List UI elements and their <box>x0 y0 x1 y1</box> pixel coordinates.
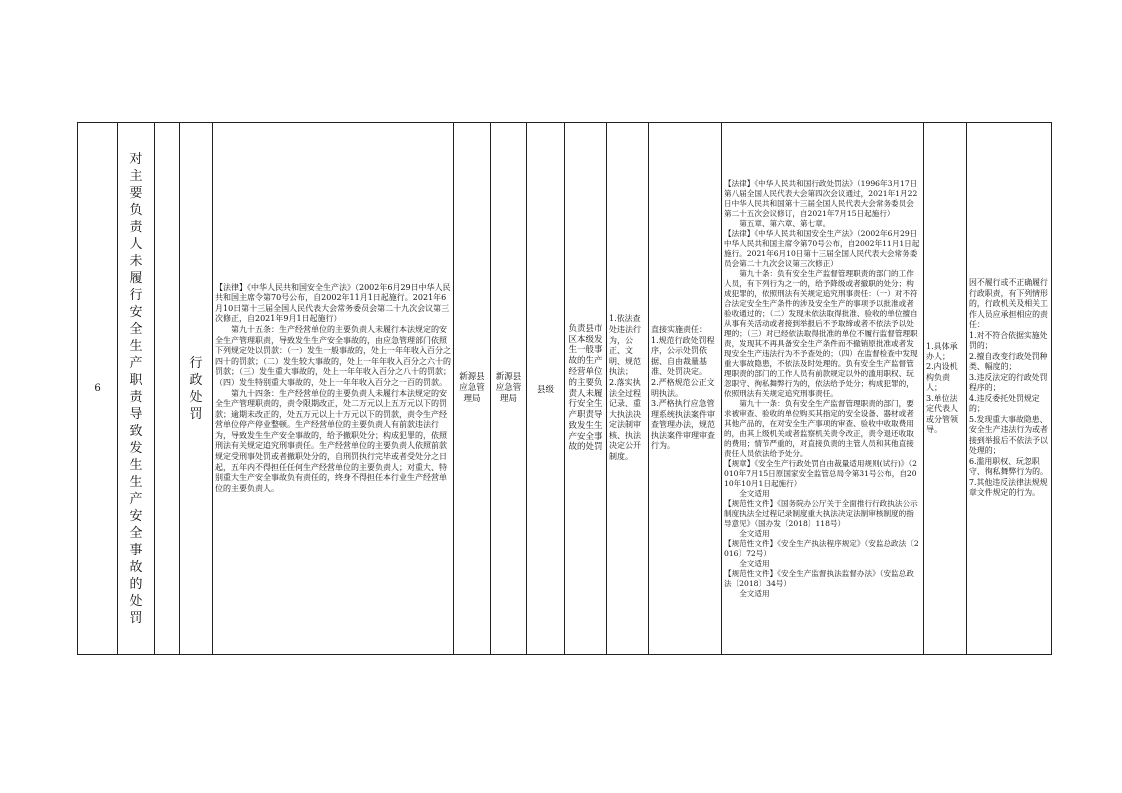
responsible-unit-cell: 新源县应急管理局 <box>491 123 527 655</box>
direct-duty-item: 1.规范行政处罚程序，公示处罚依据、自由裁量基准、处罚决定。 <box>651 335 715 377</box>
category: 行政处罚 <box>189 355 203 422</box>
legal-basis-para: 【法律】《中华人民共和国安全生产法》（2002年6月29日中华人民共和国主席令第70号公布，自2002年11月1日起施行。2021年6月10日第十三届全国人民代表大会常务委员会第二十九次会议第三次修正，自2021年9月1日起施行） <box>215 282 451 324</box>
item-name-cell <box>118 123 155 655</box>
duty-item: 2.落实执法全过程记录、重大执法决定法制审核、执法决定公开制度。 <box>609 377 641 462</box>
item-name: 对主要负责人未履行安全生产职责导致发生生产安全事故的处罚 <box>129 151 143 626</box>
basis-doc: 【法律】《中华人民共和国安全生产法》（2002年6月29日中华人民共和国主席令第70号公布，自2002年11月1日起施行。2021年6月10日第十三届全国人民代表大会常务委员会第二十九次会议第三次修正） <box>724 228 920 268</box>
duty-list-table <box>77 122 1052 655</box>
accountability-item: 2.擅自改变行政处罚种类、幅度的； <box>969 351 1048 372</box>
direct-duty-item: 2.严格规范公正文明执法。 <box>651 377 715 398</box>
basis-doc: 第五章、第六章、第七章。 <box>739 218 831 228</box>
basis-doc: 全文适用 <box>739 488 770 498</box>
basis-doc: 全文适用 <box>739 558 770 568</box>
accountability-item: 1.对不符合依据实施处罚的； <box>969 330 1048 351</box>
legal-basis-para: 第九十四条：生产经营单位的主要负责人未履行本法规定的安全生产管理职责的，责令限期改正，处二万元以上五万元以下的罚款；逾期未改正的，处五万元以上十万元以下的罚款，责令生产经营单位停产停业整顿。生产经营单位的主要负责人有前款违法行为，导致发生生产安全事故的，给予撤职处分；构成犯罪的，依照刑法有关规定追究刑事责任。生产经营单位的主要负责人依照前款规定受刑事处罚或者撤职处分的，自刑罚执行完毕或者受处分之日起，五年内不得担任任何生产经营单位的主要负责人；对重大、特别重大生产安全事故负有责任的，终身不得担任本行业生产经营单位的主要负责人。 <box>215 388 447 493</box>
basis-doc: 【规范性文件】《安全生产监督执法监督办法》（安监总政法〔2018〕34号） <box>724 568 914 588</box>
subject-item: 3.单位法定代表人或分管领导。 <box>926 393 958 434</box>
direct-duty-item: 3.严格执行应急管理系统执法案件审查管理办法，规范执法案件审理审查行为。 <box>651 399 715 451</box>
subitem-cell <box>155 123 180 655</box>
duty-item: 1.依法查处违法行为，公正、文明、规范执法； <box>609 314 641 377</box>
accountability-item: 6.滥用职权、玩忽职守、徇私舞弊行为的。 <box>969 456 1048 477</box>
direct-duty-item: 直接实施责任： <box>651 324 707 334</box>
subject-item: 1.具体承办人； <box>926 341 958 362</box>
level-cell: 县级 <box>527 123 565 655</box>
accountability-item: 4.违反委托处罚规定的； <box>969 393 1040 414</box>
basis-doc: 【规章】《安全生产行政处罚自由裁量适用规则(试行)》（2010年7月15日原国家安全监管总局令第31号公布，自2010年10月1日起施行） <box>724 458 917 488</box>
accountability-item: 5.发现重大事故隐患、安全生产违法行为或者接到举报后不依法予以处理的； <box>969 414 1048 456</box>
accountability-cell <box>967 123 1052 655</box>
category-cell <box>180 123 213 655</box>
row-index: 6 <box>78 123 118 655</box>
implementer-cell: 新源县应急管理局 <box>454 123 491 655</box>
direct-duty-cell <box>649 123 722 655</box>
basis-doc: 【法律】《中华人民共和国行政处罚法》（1996年3月17日第八届全国人民代表大会第四次会议通过，2021年1月22日中华人民共和国第十三届全国人民代表大会常务委员会第二十五次会议修订，自2021年7月15日起施行） <box>724 178 918 218</box>
basis-doc: 第九十条：负有安全生产监督管理职责的部门的工作人员，有下列行为之一的，给予降级或者撤职的处分；构成犯罪的，依照刑法有关规定追究刑事责任：（一）对不符合法定安全生产条件的涉及安全生产的事项予以批准或者验收通过的；（二）发现未依法取得批准、验收的单位擅自从事有关活动或者接到举报后不予取缔或者不依法予以处理的；（三）对已经依法取得批准的单位不履行监督管理职责，发现其不再具备安全生产条件而不撤销原批准或者发现安全生产违法行为不予查处的；（四）在监督检查中发现重大事故隐患，不依法及时处理的。负有安全生产监督管理职责的部门的工作人员有前款规定以外的滥用职权、玩忽职守、徇私舞弊行为的，依法给予处分；构成犯罪的，依照刑法有关规定追究刑事责任。 <box>724 268 918 398</box>
basis-doc: 【规范性文件】《安全生产执法程序规定》（安监总政法〔2016〕72号） <box>724 538 919 558</box>
subject-item: 2.内设机构负责人； <box>926 362 958 393</box>
basis-doc: 第九十一条：负有安全生产监督管理职责的部门，要求被审查、验收的单位购买其指定的安全设备、器材或者其他产品的，在对安全生产事项的审查、验收中收取费用的，由其上级机关或者监察机关责令改正，责令退还收取的费用；情节严重的，对直接负责的主管人员和其他直接责任人员依法给予处分。 <box>724 398 914 458</box>
scope-cell: 负责县市区本级发生一般事故的生产经营单位的主要负责人未履行安全生产职责导致发生生产安全事故的处罚 <box>565 123 607 655</box>
accountability-item: 7.其他违反法律法规规章文件规定的行为。 <box>969 477 1048 498</box>
table-row <box>78 123 1052 655</box>
accountability-item: 3.违反法定的行政处罚程序的； <box>969 372 1048 393</box>
basis-docs-cell <box>722 123 924 655</box>
legal-basis-cell <box>213 123 454 655</box>
duty-items-cell <box>607 123 649 655</box>
subjects-cell <box>924 123 967 655</box>
legal-basis-para: 第九十五条：生产经营单位的主要负责人未履行本法规定的安全生产管理职责，导致发生生产安全事故的，由应急管理部门依照下列规定处以罚款：（一）发生一般事故的，处上一年年收入百分之四十的罚款；（二）发生较大事故的，处上一年年收入百分之六十的罚款；（三）发生重大事故的，处上一年年收入百分之八十的罚款；（四）发生特别重大事故的，处上一年年收入百分之一百的罚款。 <box>215 324 451 387</box>
accountability-item: 因不履行或不正确履行行政职责，有下列情形的，行政机关及相关工作人员应承担相应的责任： <box>969 278 1048 330</box>
basis-doc: 【规范性文件】《国务院办公厅关于全面推行行政执法公示制度执法全过程记录制度重大执法决定法制审核制度的指导意见》（国办发〔2018〕118号） <box>724 498 918 528</box>
basis-doc: 全文适用 <box>739 528 770 538</box>
basis-doc: 全文适用 <box>739 588 770 598</box>
